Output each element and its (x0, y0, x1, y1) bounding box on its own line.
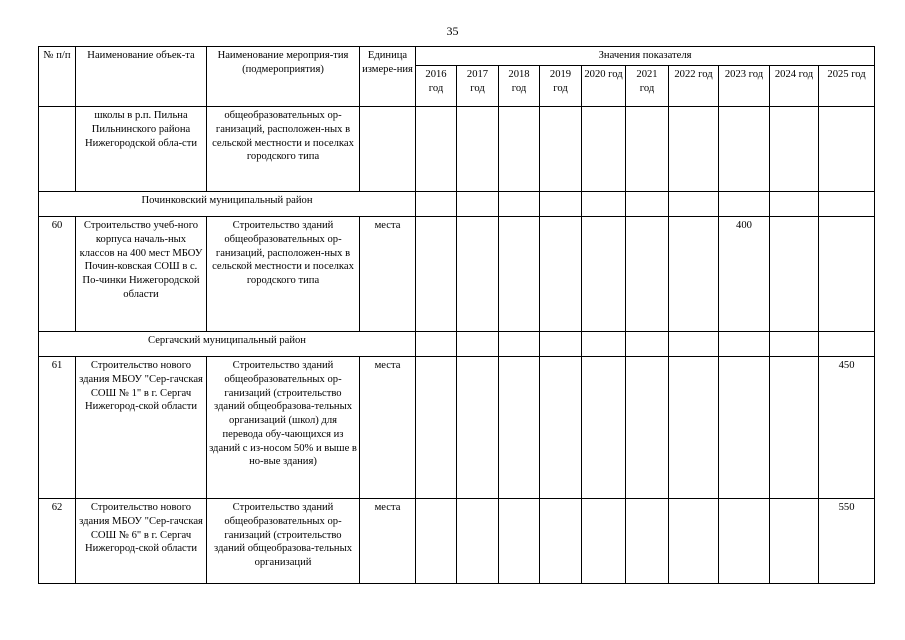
row-value (499, 217, 540, 332)
row-value (626, 499, 669, 584)
row-object: Строительство нового здания МБОУ "Сер-гачская СОШ № 6" в г. Сергач Нижегород-ской области (76, 499, 207, 584)
row-object: школы в р.п. Пильна Пильнинского района Нижегородской обла-сти (76, 107, 207, 192)
header-year: 2018 год (499, 66, 540, 107)
header-num: № п/п (39, 47, 76, 107)
row-value (540, 357, 582, 499)
table-row (39, 107, 875, 192)
header-row-top (39, 47, 875, 66)
row-value (416, 499, 457, 584)
row-value (669, 217, 719, 332)
row-value (457, 499, 499, 584)
row-value (819, 107, 875, 192)
row-value (719, 499, 770, 584)
row-value (457, 107, 499, 192)
row-value (770, 357, 819, 499)
row-value (770, 499, 819, 584)
row-value (626, 107, 669, 192)
table-row (39, 357, 875, 499)
row-value (626, 357, 669, 499)
row-unit: места (360, 217, 416, 332)
section-row (39, 332, 875, 357)
row-value (626, 217, 669, 332)
header-year: 2019 год (540, 66, 582, 107)
row-value (540, 107, 582, 192)
row-value (416, 217, 457, 332)
row-value (669, 499, 719, 584)
row-value (416, 107, 457, 192)
header-measure: Наименование мероприя-тия (подмероприятия) (207, 47, 360, 107)
row-value: 400 (719, 217, 770, 332)
table-row (39, 217, 875, 332)
row-object: Строительство нового здания МБОУ "Сер-гачская СОШ № 1" в г. Сергач Нижегород-ской области (76, 357, 207, 499)
header-year: 2024 год (770, 66, 819, 107)
row-value (719, 357, 770, 499)
row-measure: Строительство зданий общеобразовательных ор-ганизаций (строительство зданий общеобразова-тельных организаций (школ) для перевода обу-чающихся из зданий с из-носом 50% и выше в но-вые здания) (207, 357, 360, 499)
table-row (39, 499, 875, 584)
row-value (499, 499, 540, 584)
row-value: 450 (819, 357, 875, 499)
row-value (582, 107, 626, 192)
header-year: 2023 год (719, 66, 770, 107)
row-value (540, 499, 582, 584)
row-value (416, 357, 457, 499)
row-measure: Строительство зданий общеобразовательных ор-ганизаций, расположен-ных в сельской местности и поселках городского типа (207, 217, 360, 332)
row-value (582, 217, 626, 332)
row-unit: места (360, 499, 416, 584)
row-value (499, 357, 540, 499)
section-label: Сергачский муниципальный район (39, 332, 416, 357)
row-value (540, 217, 582, 332)
row-value (457, 357, 499, 499)
row-value (499, 107, 540, 192)
row-value: 550 (819, 499, 875, 584)
row-value (770, 107, 819, 192)
header-object: Наименование объек-та (76, 47, 207, 107)
row-value (669, 357, 719, 499)
header-year: 2022 год (669, 66, 719, 107)
header-unit: Единица измере-ния (360, 47, 416, 107)
row-value (819, 217, 875, 332)
header-year: 2020 год (582, 66, 626, 107)
row-object: Строительство учеб-ного корпуса началь-ных классов на 400 мест МБОУ Почин-ковская СОШ в с. По-чинки Нижегородской области (76, 217, 207, 332)
row-value (582, 499, 626, 584)
header-year: 2021 год (626, 66, 669, 107)
row-measure: общеобразовательных ор-ганизаций, расположен-ных в сельской местности и поселках городского типа (207, 107, 360, 192)
header-year: 2016 год (416, 66, 457, 107)
row-num: 62 (39, 499, 76, 584)
row-unit (360, 107, 416, 192)
row-value (669, 107, 719, 192)
row-value (770, 217, 819, 332)
row-num: 61 (39, 357, 76, 499)
indicator-table (38, 46, 875, 584)
section-label: Починковский муниципальный район (39, 192, 416, 217)
page-number: 35 (446, 24, 459, 38)
row-unit: места (360, 357, 416, 499)
row-num (39, 107, 76, 192)
row-value (719, 107, 770, 192)
header-year: 2025 год (819, 66, 875, 107)
header-year: 2017 год (457, 66, 499, 107)
row-num: 60 (39, 217, 76, 332)
row-measure: Строительство зданий общеобразовательных ор-ганизаций (строительство зданий общеобразова-тельных организаций (207, 499, 360, 584)
row-value (457, 217, 499, 332)
header-values: Значения показателя (416, 47, 875, 66)
section-row (39, 192, 875, 217)
row-value (582, 357, 626, 499)
